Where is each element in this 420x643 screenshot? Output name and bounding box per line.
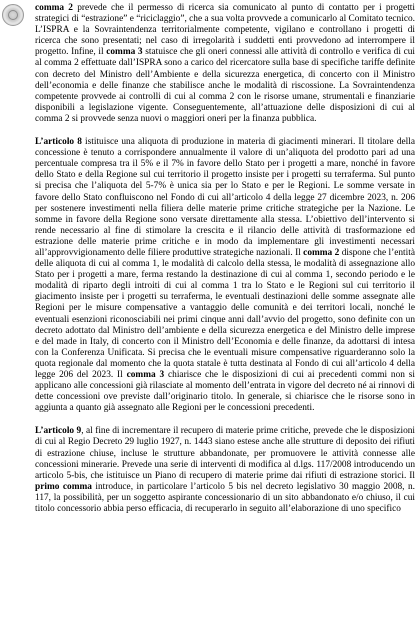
text-run: chiarisce che le disposizioni di cui ai precedenti commi non si applicano alle concessioni già rilasciate al momento dell’entrata in vigore del decreto né ai rinnovi di dette concessioni ove previste dall’originario titolo. In generale, si chiarisce che le risorse sono in aggiunta a quanto già assegnato alle Regioni per le concessioni precedenti. — [35, 370, 415, 414]
text-run: prevede che il permesso di ricerca sia comunicato al punto di contatto per i progetti strategici di “estrazione” e “riciclaggio”, che a sua volta provvede a comunicarlo al Comitato tecnico. L’ISPRA e la Sovraintendenza territorialmente competente, vigilano e controllano i progetti di ricerca che sono presentati; nel caso di irregolarità i suddetti enti provvedono ad interrompere il progetto. Infine, il — [35, 3, 415, 58]
paragraph-comma-2-3-permesso-ricerca — [35, 3, 415, 125]
text-run: introduce, in particolare l’articolo 5 bis nel decreto legislativo 30 maggio 2008, n. 117, la possibilità, per un soggetto aspirante concessionario di un sito abbandonato e/o chiuso, il cui titolo concessorio abbia perso efficacia, di recuperarlo in seguito all’elaborazione di uno specifico — [35, 481, 415, 515]
text-run: dispone che l’entità delle aliquota di cui al comma 1, le modalità di calcolo della stessa, le modalità di assegnazione allo Stato per i progetti a mare, ferma restando la destinazione di cui al comma 1, secondo periodo e le modalità di riparto degli introiti di cui al comma 1 tra lo Stato e le Regioni sul cui territorio il giacimento insiste per i progetti su terraferma, le eventuali destinazioni delle somme assegnate alle Regioni per le misure compensative a vantaggio delle comunità e dei territori locali, nonché le eventuali esenzioni riconosciabili nei primi cinque anni dall’avvio del progetto, sono definite con un decreto adottato dal Ministro dell’ambiente e della sicurezza energetica e del Ministro delle imprese e del made in Italy, di concerto con il Ministro dell’Economia e delle finanze, da adottarsi di intesa con la Conferenza Unificata. Si precisa che le eventuali misure compensative riguarderanno solo la quota regionale dal momento che la quota statale è tutta destinata al Fondo di cui all’articolo 4 della legge 206 del 2023. Il — [35, 247, 415, 380]
bold-reference: primo comma — [35, 481, 92, 492]
paragraph-articolo-8 — [35, 137, 415, 414]
bold-reference: comma 3 — [126, 370, 165, 380]
bold-reference: comma 2 — [35, 3, 73, 13]
paragraph-articolo-9 — [35, 426, 415, 515]
text-run: istituisce una aliquota di produzione in materia di giacimenti minerari. Il titolare della concessione è tenuto a corrispondere annualmente il valore di un’aliquota del prodotto pari ad una percentuale compresa tra il 5% e il 7% in favore dello Stato per i progetti a mare, nonché in favore dello Stato e della Regione sul cui territorio il progetto insiste per i progetti su terraferma. Sul punto si precisa che l’aliquota del 5-7% è unica sia per lo Stato e per le Regioni. Le somme versate in favore dello Stato confluiscono nel Fondo di cui all’articolo 4 della legge 27 dicembre 2023, n. 206 per sostenere investimenti nella filiera delle materie prime critiche strategiche per la Nazione. Le somme in favore della Regione sono versate direttamente alla stessa. L’obiettivo dell’intervento si rende necessario al fine di stimolare la crescita e il rilancio delle attività di trasformazione ed estrazione delle materie prime critiche e in modo da implementare gli investimenti necessari all’approvvigionamento delle filiere produttive strategiche nazionali. Il — [35, 137, 415, 258]
bold-reference: L’articolo 8 — [35, 137, 82, 148]
emblem-seal-icon — [2, 4, 24, 26]
bold-reference: comma 2 — [303, 247, 340, 258]
document-body — [35, 3, 415, 515]
bold-reference: L’articolo 9 — [35, 426, 82, 437]
bold-reference: comma 3 — [106, 47, 143, 58]
text-run: statuisce che gli oneri connessi alle attività di controllo e verifica di cui al comma 2 effettuate dall’ISPRA sono a carico del ricercatore sulla base di specifiche tariffe definite con decreto del Ministro dell’Ambiente e della sicurezza energetica, di concerto con il Ministro dell’economia e delle finanze che stabilisce anche le modalità di riscossione. La Sovraintendenza competente provvede ai controlli di cui al comma 2 con le risorse umane, strumentali e finanziarie disponibili a legislazione vigente. Conseguentemente, all’attuazione delle disposizioni di cui al comma 2 si provvede senza nuovi o maggiori oneri per la finanza pubblica. — [35, 47, 415, 124]
text-run: , al fine di incrementare il recupero di materie prime critiche, prevede che le disposizioni di cui al Regio Decreto 29 luglio 1927, n. 1443 siano estese anche alle strutture di deposito dei rifiuti di estrazione chiuse, incluse le strutture abbandonate, per promuovere le attività connesse alle concessioni minerarie. Prevede una serie di interventi di modifica al d.lgs. 117/2008 introducendo un articolo 5-bis, che istituisce un Piano di recupero di materie prime dai rifiuti di estrazione storici. Il — [35, 426, 416, 481]
